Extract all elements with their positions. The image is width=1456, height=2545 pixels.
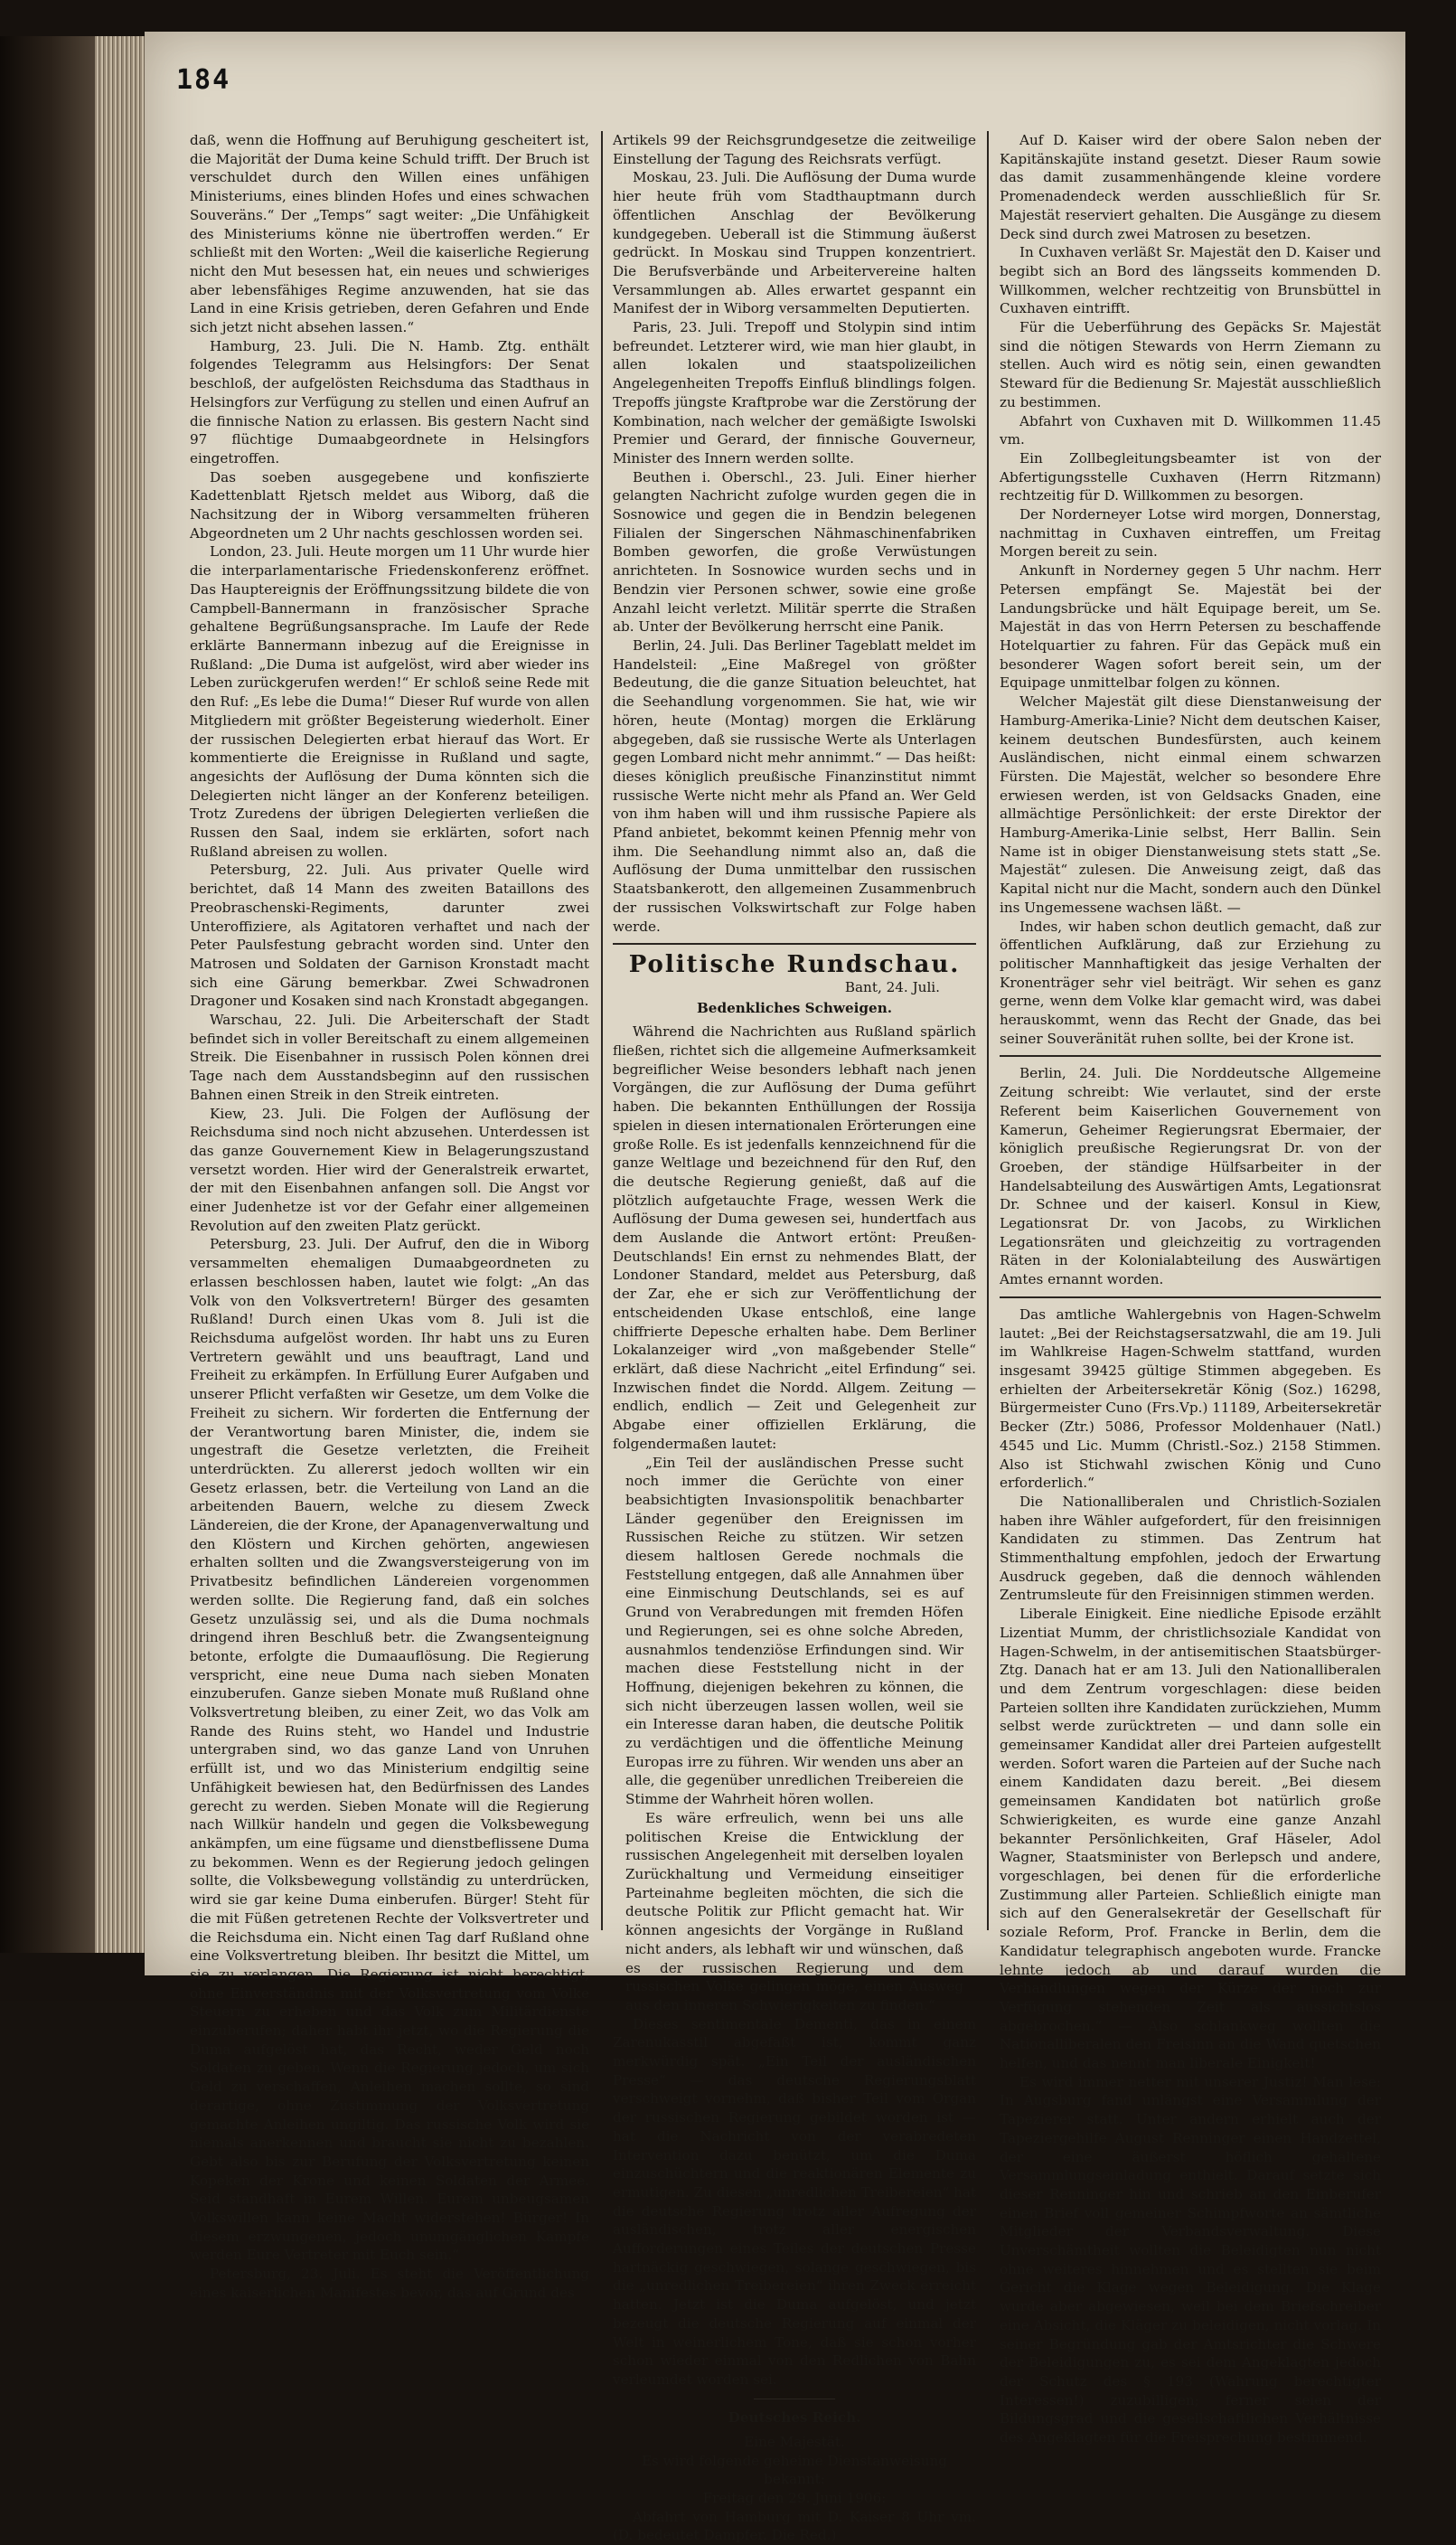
article-paragraph: Das amtliche Wahlergebnis von Hagen-Schwelm lautet: „Bei der Reichstagsersatzwahl, die am 19. Juli im Wahlkreise Hagen-Schwelm stattfand, wurden insgesamt 39425 gültige Stimmen abgegeben. Es erhielten der Arbeitersekretär König (Soz.) 16298, Bürgermeister Cuno (Frs.Vp.) 11189, Arbeitersekretär Becker (Ztr.) 5086, Professor Moldenhauer (Natl.) 4545 und Lic. Mumm (Christl.-Soz.) 2158 Stimmen. Also ist Stichwahl zwischen König und Cuno erforderlich.“ — [1000, 1305, 1381, 1492]
article-paragraph: Welcher Majestät gilt diese Dienstanweisung der Hamburg-Amerika-Linie? Nicht dem deutschen Kaiser, keinem deutschen Bundesfürsten, auch keinem Ausländischen, nicht einmal einem schwarzen Fürsten. Die Majestät, welcher so besondere Ehre erwiesen werden, ist von Geldsacks Gnaden, eine allmächtige Persönlichkeit: der erste Direktor der Hamburg-Amerika-Linie selbst, Herr Ballin. Sein Name ist in obiger Dienstanweisung stets statt „Se. Majestät“ zulesen. Die Anweisung zeigt, daß das Kapital nicht nur die Macht, sondern auch den Dünkel ins Ungemessene wachsen läßt. — — [1000, 693, 1381, 916]
article-paragraph: In Cuxhaven verläßt Sr. Majestät den D. Kaiser und begibt sich an Bord des längsseits kommenden D. Willkommen, welcher rechtzeitig von Brunsbüttel in Cuxhaven eintrifft. — [1000, 244, 1381, 317]
article-paragraph: Petersburg, 22. Juli. Aus privater Quelle wird berichtet, daß 14 Mann des zweiten Bataillons des Preobraschenski-Regiments, darunter zwei Unteroffiziere, als Agitatoren verhaftet und nach der Peter Paulsfestung gebracht worden sind. Unter den Matrosen und Soldaten der Garnison Kronstadt macht sich eine Gärung bemerkbar. Zwei Schwadronen Dragoner und Kosaken sind nach Kronstadt abgegangen. — [190, 862, 589, 1010]
article-paragraph: Kiew, 23. Juli. Die Folgen der Auflösung der Reichsduma sind noch nicht abzusehen. Unterdessen ist das ganze Gouvernement Kiew in Belagerungszustand versetzt worden. Hier wird der Generalstreik erwartet, der mit den Eisenbahnen anfangen soll. Die Angst vor einer Judenhetze ist vor der Gefahr einer allgemeinen Revolution auf den zweiten Platz gerückt. — [190, 1105, 589, 1234]
article-paragraph: Hamburg, 23. Juli. Die N. Hamb. Ztg. enthält folgendes Telegramm aus Helsingfors: Der Senat beschloß, der aufgelösten Reichsduma das Stadthaus in Helsingfors zur Verfügung zu stellen und einen Aufruf an die finnische Nation zu erlassen. Bis gestern Nacht sind 97 flüchtige Dumaabgeordnete in Helsingfors eingetroffen. — [190, 337, 589, 467]
article-paragraph: Für die Ueberführung des Gepäcks Sr. Majestät sind die nötigen Stewards von Herrn Ziemann zu stellen. Auch wird es nötig sein, einen gewandten Steward für die Bedienung Sr. Majestät ausschließlich zu bestimmen. — [1000, 319, 1381, 410]
article-paragraph: Paris, 23. Juli. Trepoff und Stolypin sind intim befreundet. Letzterer wird, wie man hier glaubt, in allen lokalen und staatspolizeilichen Angelegenheiten Trepoffs Einfluß blindlings folgen. Trepoffs jüngste Kraftprobe war die Zerstörung der Kombination, nach welcher der gemäßigte Iswolski Premier und Gerard, der finnische Gouverneur, Minister des Innern werden sollte. — [613, 319, 976, 467]
article-paragraph: Liberale Einigkeit. Eine niedliche Episode erzählt Lizentiat Mumm, der christlichsoziale Kandidat von Hagen-Schwelm, in der antisemitischen Staatsbürger-Ztg. Danach hat er am 13. Juli den Nationalliberalen und dem Zentrum vorgeschlagen: diese beiden Parteien sollten ihre Kandidaten zurückziehen, Mumm selbst werde zurücktreten — und dann solle ein gemeinsamer Kandidat aller drei Parteien aufgestellt werden. Sofort waren die Parteien auf der Suche nach einem Kandidaten dazu bereit. „Bei diesem gemeinsamen Kandidaten bot natürlich große Schwierigkeiten, es wurde eine ganze Anzahl bekannter Persönlichkeiten, Graf Häseler, Adol Wagner, Staatsminister von Berlepsch und andere, vorgeschlagen, bei denen für die erforderliche Zustimmung aller Parteien. Schließlich einigte man sich auf den Generalsekretär der Gesellschaft für soziale Reform, Prof. Francke in Berlin, dem die Kandidatur telegraphisch angeboten wurde. Francke lehnte jedoch ab und darauf wurden die Verhandlungen wegen der Kürze der noch zur Verfügung stehenden Zeit als aussichtslos abgebrochen.“ — Also schlankweg wollten die Nationalliberalen den Freisinn an die Wand quetschen helfen, und das nennt man liberale Einigkeit! — [1000, 1606, 1381, 2072]
article-paragraph: Das soeben ausgegebene und konfiszierte Kadettenblatt Rjetsch meldet aus Wiborg, daß die Nachsitzung der in Wiborg versammelten früheren Abgeordneten um 2 Uhr nachts geschlossen worden sei. — [190, 468, 589, 542]
quoted-paragraph: „Ein Teil der ausländischen Presse sucht noch immer die Gerüchte von einer beabsichtigten Invasionspolitik benachbarter Länder gegenüber den Ereignissen im Russischen Reiche zu stützen. Wir setzen diesem haltlosen Gerede nochmals die Feststellung entgegen, daß alle Annahmen über eine Einmischung Deutschlands, sei es auf Grund von Verabredungen mit fremden Höfen und Regierungen, sei es ohne solche Abreden, ausnahmlos tendenziöse Erfindungen sind. Wir machen diese Feststellung nicht in der Hoffnung, diejenigen bekehren zu können, die sich nicht überzeugen lassen wollen, weil sie ein Interesse daran haben, die deutsche Politik zu verdächtigen und die öffentliche Meinung Europas irre zu führen. Wir wenden uns aber an alle, die gegenüber unredlichen Treibereien die Stimme der Wahrheit hören wollen. — [625, 1454, 963, 1808]
article-paragraph: Freitag den 29. Juni 1906: — [702, 2489, 887, 2506]
article-paragraph: Es wird immer netter mit unserer Justiz! Man lese: In Augsburg fand unlängst eine Versammlung der Tapezierer statt. Unter andern erhielt auch der Tapeziergehilfe August Renninger einen Handzettel, der eine äußerst höflich gehaltene Versammlungseinladung enthielt. Darauf setzte sich dieser Renninger hin und schrieb an den Einberufer einen Brief voll gemeiner Schimpfworte an sämtliche Mitglieder der Verbandsverwaltung. Diese Unverschämtheit wollten die Beleidigten nun nicht ohne weiteres hinnehmen und es stellten sie beim Gericht die Klage wegen Beleidigung. Die Klage wurde aber abgewiesen, weil bei dem Briefschreiber eine Absicht, die Kläger zu beleidigen, nicht vorlag. In seiner Begründung gab der Amtsrichter die Schwere der Beleidigungen zu, es sei dem Angeklagten jedoch der Schutz des § 193 (Wahrung berechtigter Interessen!) zuzubilligen; ferner seien der Bildungsgrad und die gesellschaftlichen Verhältnisse des Angeklagten für die Freisprechung bestimmend. — [1000, 2073, 1381, 2446]
section-subheading: Deutsches Reich. — [728, 2409, 861, 2427]
page-edges — [95, 36, 145, 1953]
article-paragraph: London, 23. Juli. Heute morgen um 11 Uhr wurde hier die interparlamentarische Friedenskonferenz eröffnet. Das Hauptereignis der Eröffnungssitzung bildete die von Campbell-Bannermann in französischer Sprache gehaltene Begrüßungsansprache. Im Laufe der Rede erklärte Bannermann inbezug auf die Ereignisse in Rußland: „Die Duma ist aufgelöst, wird aber wieder ins Leben zurückgerufen werden!“ Er schloß seine Rede mit den Ruf: „Es lebe die Duma!“ Dieser Ruf wurde von allen Mitgliedern mit größter Begeisterung wiederholt. Einer der russischen Delegierten erbat hierauf das Wort. Er kommentierte die Ereignisse in Rußland und sagte, angesichts der Auflösung der Duma könnten sich die Delegierten nicht länger an der Konferenz beteiligen. Trotz Zuredens der übrigen Delegierten verließen die Russen den Saal, indem sie erklärten, sofort nach Rußland abreisen zu wollen. — [190, 543, 589, 860]
section-divider — [1000, 1296, 1381, 1298]
article-paragraph: Moskau, 23. Juli. Die Auflösung der Duma wurde hier heute früh vom Stadthauptmann durch öffentlichen Anschlag der Bevölkerung kundgegeben. Ueberall ist die Stimmung äußerst gedrückt. In Moskau sind Truppen konzentriert. Die Berufsverbände und Arbeitervereine halten Versammlungen ab. Alles erwartet gespannt ein Manifest der in Wiborg versammelten Deputierten. — [613, 169, 976, 317]
section-divider — [613, 943, 976, 945]
article-paragraph: Warschau, 22. Juli. Die Arbeiterschaft der Stadt befindet sich in voller Bereitschaft zu einem allgemeinen Streik. Die Eisenbahner in russisch Polen können drei Tage nach dem Ausstandsbeginn auf den russischen Bahnen einen Streik in den Streik eintreten. — [190, 1012, 589, 1103]
article-headline: Bedenkliches Schweigen. — [696, 999, 893, 1016]
column-rule-1 — [601, 131, 603, 1930]
article-paragraph: Während die Nachrichten aus Rußland spärlich fließen, richtet sich die allgemeine Aufmerksamkeit begreiflicher Weise besonders lebhaft nach jenen Vorgängen, die zur Auflösung der Duma geführt haben. Die bekannten Enthüllungen der Rossija spielen in diesen internationalen Erörterungen eine große Rolle. Es ist jedenfalls kennzeichnend für die ganze Weltlage und bezeichnend für den Ruf, den die deutsche Regierung genießt, daß auf die plötzlich aufgetauchte Frage, wessen Werk die Auflösung der Duma gewesen sei, hundertfach aus dem Auslande die Antwort ertönt: Preußen-Deutschlands! Ein ernst zu nehmendes Blatt, der Londoner Standard, meldet aus Petersburg, daß der Zar, ehe er sich zur Veröffentlichung der entscheidenden Ukase entschloß, eine lange chiffrierte Depesche erhalten habe. Dem Berliner Lokalanzeiger wird „von maßgebender Stelle“ erklärt, daß diese Nachricht „eitel Erfindung“ sei. Inzwischen findet die Nordd. Allgem. Zeitung — endlich, endlich — Zeit und Gelegenheit zur Abgabe einer offiziellen Erklärung, die folgendermaßen lautet: — [613, 1023, 976, 1452]
article-paragraph: Petersburg, 23. Juli. Der Aufruf, den die in Wiborg versammelten ehemaligen Dumaabgeordneten zu erlassen beschlossen haben, lautet wie folgt: „An das Volk von den Volksvertretern! Bürger des gesamten Rußland! Durch einen Ukas vom 8. Juli ist die Reichsduma aufgelöst worden. Ihr habt uns zu Euren Vertretern gewählt und uns beauftragt, Land und Freiheit zu erkämpfen. In Erfüllung Eurer Aufgaben und unserer Pflicht verfaßten wir Gesetze, um dem Volke die Freiheit zu sichern. Wir forderten die Entfernung der der Verantwortung baren Minister, die, indem sie ungestraft die Gesetze verletzten, die Freiheit unterdrückten. Zu allererst jedoch wollten wir ein Gesetz erlassen, betr. die Verteilung von Land an die arbeitenden Bauern, welche zu diesem Zweck Ländereien, die der Krone, der Apanagenverwaltung und den Klöstern und Kirchen gehörten, angewiesen erhalten sollten und die Zwangsversteigerung von im Privatbesitz befindlichen Ländereien vorgenommen werden sollte. Die Regierung fand, daß ein solches Gesetz unzulässig sei, und als die Duma nochmals dringend ihren Beschluß betr. die Zwangsenteignung betonte, erfolgte die Dumaauflösung. Die Regierung verspricht, eine neue Duma nach sieben Monaten einzuberufen. Ganze sieben Monate muß Rußland ohne Volksvertretung bleiben, zu einer Zeit, wo das Volk am Rande des Ruins steht, wo Handel und Industrie untergraben sind, wo das ganze Land von Unruhen erfüllt ist, und wo das Ministerium endgiltig seine Unfähigkeit bewiesen hat, den Bedürfnissen des Landes gerecht zu werden. Sieben Monate will die Regierung nach Willkür handeln und gegen die Volksbewegung ankämpfen, um eine fügsame und dienstbeflissene Duma zu bekommen. Wenn es der Regierung jedoch gelingen sollte, die Volksbewegung vollständig zu unterdrücken, wird sie gar keine Duma einberufen. Bürger! Steht für die mit Füßen getretenen Rechte der Volksvertreter und die Reichsduma ein. Nicht einen Tag darf Rußland ohne eine Volksvertretung bleiben. Ihr besitzt die Mittel, um sie zu verlangen. Die Regierung ist nicht berechtigt, ohne Einverständnis mit der Volksvertretung vom Volke Steuern zu erheben und das Volk zum Militärdienste einzuberufen; daher habt ihr jetzt, wo die Regierung die Duma aufgelöst hat, das Recht, weder Geld noch Soldaten zu geben. Wenn die Regierung jedoch, um sich Geld zu verschaffen, Anleihen machen sollte, so sind derartige, ohne Zustimmung der Volksvertretung gemachte Anleihen ungiltig. Das russische Volk wird sie niemals anerkennen und braucht sie nicht zu bezahlen. Gebt also bis zur Berufung der Volksvertretung keinen Kopeken der Krone und keinen Soldaten der Armee. Seid standhaft in Eurem Willen. Eurem unbeugsamen Volkswillen kann keine Macht widerstehen! Bürger! In diesem erzwungenen, jedoch unumgänglichen Kampfe werden Eure Vertreter mit Euch sein.“ — [190, 1236, 589, 2264]
article-paragraph: Artikels 99 der Reichsgrundgesetze die zeitweilige Einstellung der Tagung des Reichsrats verfügt. — [613, 132, 976, 167]
dateline: Bant, 24. Juli. — [844, 978, 940, 995]
quoted-paragraph: Es wäre erfreulich, wenn bei uns alle politischen Kreise die Entwicklung der russischen Angelegenheit mit derselben loyalen Zurückhaltung und Vermeidung einseitiger Parteinahme begleiten möchten, die sich die deutsche Politik zur Pflicht gemacht hat. Wir können angesichts der Vorgänge in Rußland nicht anders, als lebhaft wir und wünschen, daß es der russischen Regierung und dem russischen Volke gelingen möge, einen Ausweg aus den inneren Schwierigkeiten zu finden.“ — [625, 1809, 963, 2013]
section-divider — [1000, 1055, 1381, 1057]
column-2 — [613, 131, 977, 2544]
short-divider — [754, 2399, 835, 2400]
article-paragraph: Ankunft in Norderney gegen 5 Uhr nachm. Herr Petersen empfängt Se. Majestät bei der Landungsbrücke und hält Equipage bereit, um Se. Majestät in das von Herrn Petersen zu beschaffende Hotelquartier zu fahren. Für das Gepäck muß ein besonderer Wagen sofort bereit sein, um der Equipage unmittelbar folgen zu können. — [1000, 562, 1381, 692]
section-title: Politische Rundschau. — [628, 951, 961, 979]
article-paragraph: Dieses sentimentale Dementi, das in einem Zarenukasstil abgefaßt ist, kommt ganz merkwürdig spät. „Ein Teil der ausländischen Presse“ — das deutsche Regierungsblatt verschweigt vornehm, daß bisher Teil vom Organ der russischen Regierung gebildet worden ist — hat die Nachricht von der verabredeten Intervention dazu benützt, um die Duma einzuschüchtern und die reaktionären Elemente zu ermutigen. Zu diesen „unredlichen Treibereien“ hat die deutsche Regierung trotz aller Aufregung der ausländischen, trotz aller energischen Aufforderungen eines Teiles der deutschen Presse hartnäckig geschwiegen, solange geschwiegen, bis die „unredlichen Treibereien“ ihren Zweck erreicht hatten. Jetzt ist die Duma aufgelöst, und jetzt bezeugt die deutsche Regierung auf einmal der Welt in weinerlichem Tone, daß sie schon vorher schon wieder einmal von den Redlichen von Bahn verleumdet worden sei. — [613, 2015, 977, 2388]
article-paragraph: Abfahrt von Cuxhaven mit D. Willkommen 11.45 vm. — [1000, 412, 1381, 448]
article-paragraph: Petersburg, 23. Juli. Es steht die Veröffentlichung eines kaiserlichen Manifestes bevor, das auf Grund des — [190, 2266, 589, 2301]
article-paragraph: Beuthen i. Oberschl., 23. Juli. Einer hierher gelangten Nachricht zufolge wurden gegen die in Sosnowice und gegen die in Bendzin belegenen Filialen der Singerschen Nähmaschinenfabriken Bomben geworfen, die große Verwüstungen anrichteten. In Sosnowice wurden sechs und in Bendzin vier Personen schwer, sowie eine große Anzahl leicht verletzt. Militär sperrte die Straßen ab. Unter der Bevölkerung herrscht eine Panik. — [613, 468, 976, 636]
column-3 — [1000, 131, 1381, 2446]
column-rule-2 — [987, 131, 989, 1930]
article-paragraph: Abfahrt von Hamburg mit D. Kaiser 8 Uhr vm. (D. bedeutet Dampfer. Die Red.) — [613, 2508, 976, 2544]
article-paragraph: Berlin, 24. Juli. Das Berliner Tageblatt meldet im Handelsteil: „Eine Maßregel von größter Bedeutung, die die ganze Situation beleuchtet, hat die Seehandlung vorgenommen. Sie hat, wie wir hören, heute (Montag) morgen die Erklärung abgegeben, daß sie russische Werte als Unterlagen gegen Lombard nicht mehr annimmt.“ — Das heißt: dieses königlich preußische Finanzinstitut nimmt russische Werte nicht mehr als Pfand an. Wer Geld von ihm haben will und ihm russische Papiere als Pfand anbietet, bekommt keinen Pfennig mehr von ihm. Die Seehandlung nimmt also an, daß die Auflösung der Duma unmittelbar den russischen Staatsbankerott, den allgemeinen Zusammenbruch der russischen Volkswirtschaft zur Folge haben werde. — [613, 636, 976, 935]
article-paragraph: Die Nationalliberalen und Christlich-Sozialen haben ihre Wähler aufgefordert, für den freisinnigen Kandidaten zu stimmen. Das Zentrum hat Stimmenthaltung empfohlen, jedoch der Erwartung Ausdruck gegeben, daß die dennoch wählenden Zentrumsleute für den Freisinnigen stimmen werden. — [1000, 1493, 1381, 1604]
article-paragraph: Der Norderneyer Lotse wird morgen, Donnerstag, nachmittag in Cuxhaven eintreffen, um Freitag Morgen bereit zu sein. — [1000, 506, 1381, 561]
article-headline: Eine Majestät. — [744, 2433, 845, 2450]
article-paragraph: Auf D. Kaiser wird der obere Salon neben der Kapitänskajüte instand gesetzt. Dieser Raum sowie das damit zusammenhängende kleine vordere Promenadendeck werden ausschließlich für Sr. Majestät reserviert gehalten. Die Ausgänge zu diesem Deck sind durch zwei Matrosen zu besetzen. — [1000, 132, 1381, 242]
newspaper-sheet — [145, 32, 1405, 2544]
article-paragraph: Berlin, 24. Juli. Die Norddeutsche Allgemeine Zeitung schreibt: Wie verlautet, sind der erste Referent beim Kaiserlichen Gouvernement von Kamerun, Geheimer Regierungsrat Ebermaier, der königlich preußische Regierungsrat Dr. von der Groeben, der ständige Hülfsarbeiter in der Handelsabteilung des Auswärtigen Amts, Legationsrat Dr. Schnee und der kaiserl. Konsul in Kiew, Legationsrat Dr. von Jacobs, zu Wirklichen Legationsräten und gleichzeitig zu vortragenden Räten in der Kolonialabteilung des Auswärtigen Amtes ernannt worden. — [1000, 1065, 1381, 1288]
article-paragraph: daß, wenn die Hoffnung auf Beruhigung gescheitert ist, die Majorität der Duma keine Schuld trifft. Der Bruch ist verschuldet durch den Willen eines unfähigen Ministeriums, eines blinden Hofes und eines schwachen Souveräns.“ Der „Temps“ sagt weiter: „Die Unfähigkeit des Ministeriums könne nie übertroffen werden.“ Er schließt mit den Worten: „Weil die kaiserliche Regierung nicht den Mut besessen hat, ein neues und schwieriges aber lebensfähiges Regime anzuwenden, hat sie das Land in eine Krisis getrieben, deren Gefahren und Ende sich jetzt nicht absehen lassen.“ — [190, 132, 589, 336]
article-paragraph: Indes, wir haben schon deutlich gemacht, daß zur öffentlichen Aufklärung, daß zur Erziehung zu politischer Mannhaftigkeit das jesige Verhalten der Kronenträger sehr viel beiträgt. Wir sehen es ganz gerne, wenn dem Volke klar gemacht wird, was dabei herauskommt, wenn das Recht der Gnade, das bei seiner Souveränität ruhen sollte, bei der Krone ist. — [1000, 918, 1381, 1047]
article-paragraph: Es wird folgende geheime Dienstanweisung bekannt: — [641, 2452, 948, 2488]
column-1 — [190, 131, 589, 2301]
article-paragraph: Ein Zollbegleitungsbeamter ist von der Abfertigungsstelle Cuxhaven (Herrn Ritzmann) rechtzeitig für D. Willkommen zu besorgen. — [1000, 449, 1381, 504]
page-number: 184 — [176, 64, 231, 96]
